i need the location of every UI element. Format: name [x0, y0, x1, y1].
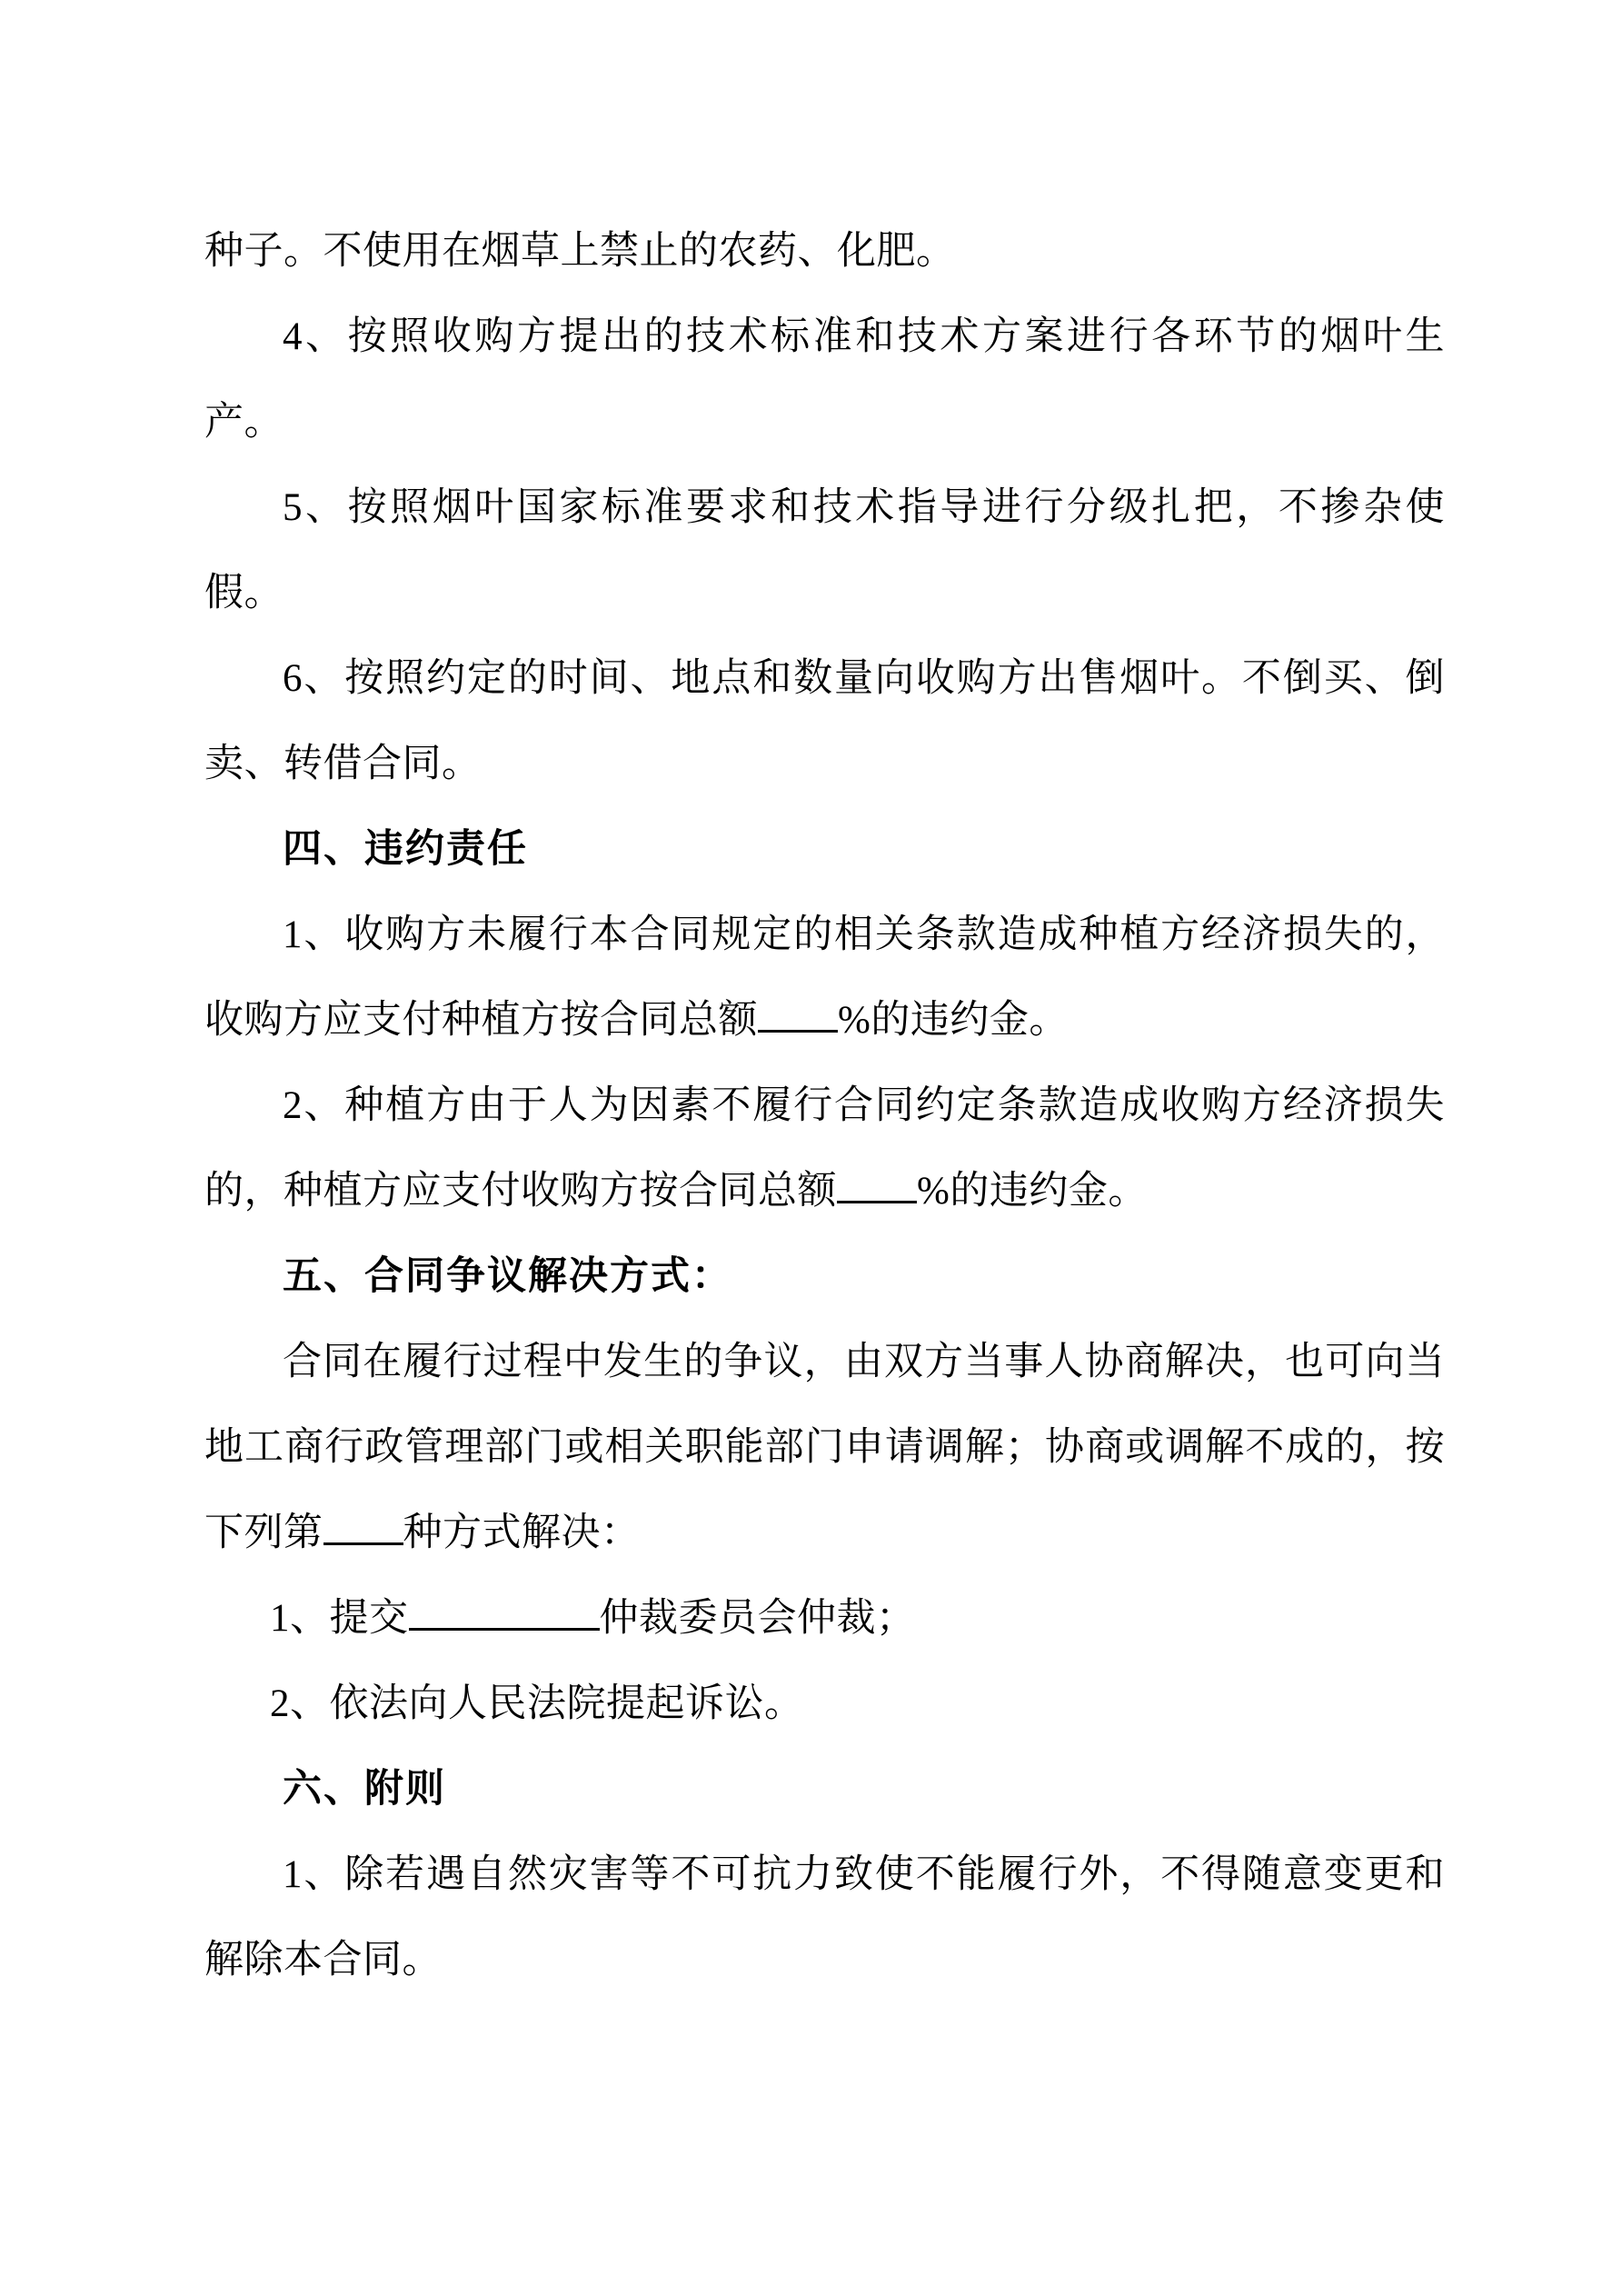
fill-in-blank[interactable]: [323, 1542, 403, 1545]
fill-in-blank[interactable]: [758, 1030, 838, 1033]
heading-section-four: 四、违约责任: [283, 828, 528, 871]
paragraph-dispute-1: [204, 1576, 1445, 1662]
paragraph-text: 1、收购方未履行本合同规定的相关条款造成种植方经济损失的，收购方应支付种植方按合同总额: [204, 913, 1445, 1042]
paragraph-item-5: 5、按照烟叶国家标准要求和技术指导进行分级扎把，不掺杂使假。: [204, 486, 1445, 614]
paragraph-breach-2: [204, 1063, 1445, 1234]
paragraph-item-4: 4、按照收购方提出的技术标准和技术方案进行各环节的烟叶生产。: [204, 315, 1445, 444]
paragraph-text: 种方式解决：: [403, 1512, 641, 1554]
paragraph-dispute-body: [204, 1320, 1445, 1576]
paragraph-breach-1: [204, 893, 1445, 1063]
paragraph-text: 仲裁委员会仲裁；: [599, 1597, 916, 1640]
paragraph-text: 合同在履行过程中发生的争议，由双方当事人协商解决，也可向当地工商行政管理部门或相关职能部门申请调解；协商或调解不成的，按下列第: [204, 1341, 1445, 1554]
document-body: [204, 209, 1445, 2003]
paragraph-text: 1、提交: [270, 1597, 409, 1640]
fill-in-blank[interactable]: [837, 1201, 917, 1203]
paragraph-text: %的违约金。: [838, 999, 1069, 1042]
paragraph-text: 2、种植方由于人为因素不履行合同约定条款造成收购方经济损失的，种植方应支付收购方按合同总额: [204, 1084, 1445, 1213]
fill-in-blank[interactable]: [409, 1628, 600, 1631]
paragraph-seed-pesticide: 种子。不使用在烟草上禁止的农药、化肥。: [204, 230, 956, 273]
paragraph-supplementary-1: 1、除若遇自然灾害等不可抗力致使不能履行外，不得随意变更和解除本合同。: [204, 1853, 1445, 1982]
heading-section-six: 六、附则: [283, 1768, 446, 1811]
paragraph-dispute-2: 2、依法向人民法院提起诉讼。: [270, 1682, 804, 1725]
paragraph-text: %的违约金。: [917, 1170, 1148, 1213]
heading-section-five: 五、合同争议解决方式：: [283, 1255, 732, 1298]
paragraph-item-6: 6、按照约定的时间、地点和数量向收购方出售烟叶。不倒买、倒卖、转借合同。: [204, 657, 1445, 785]
